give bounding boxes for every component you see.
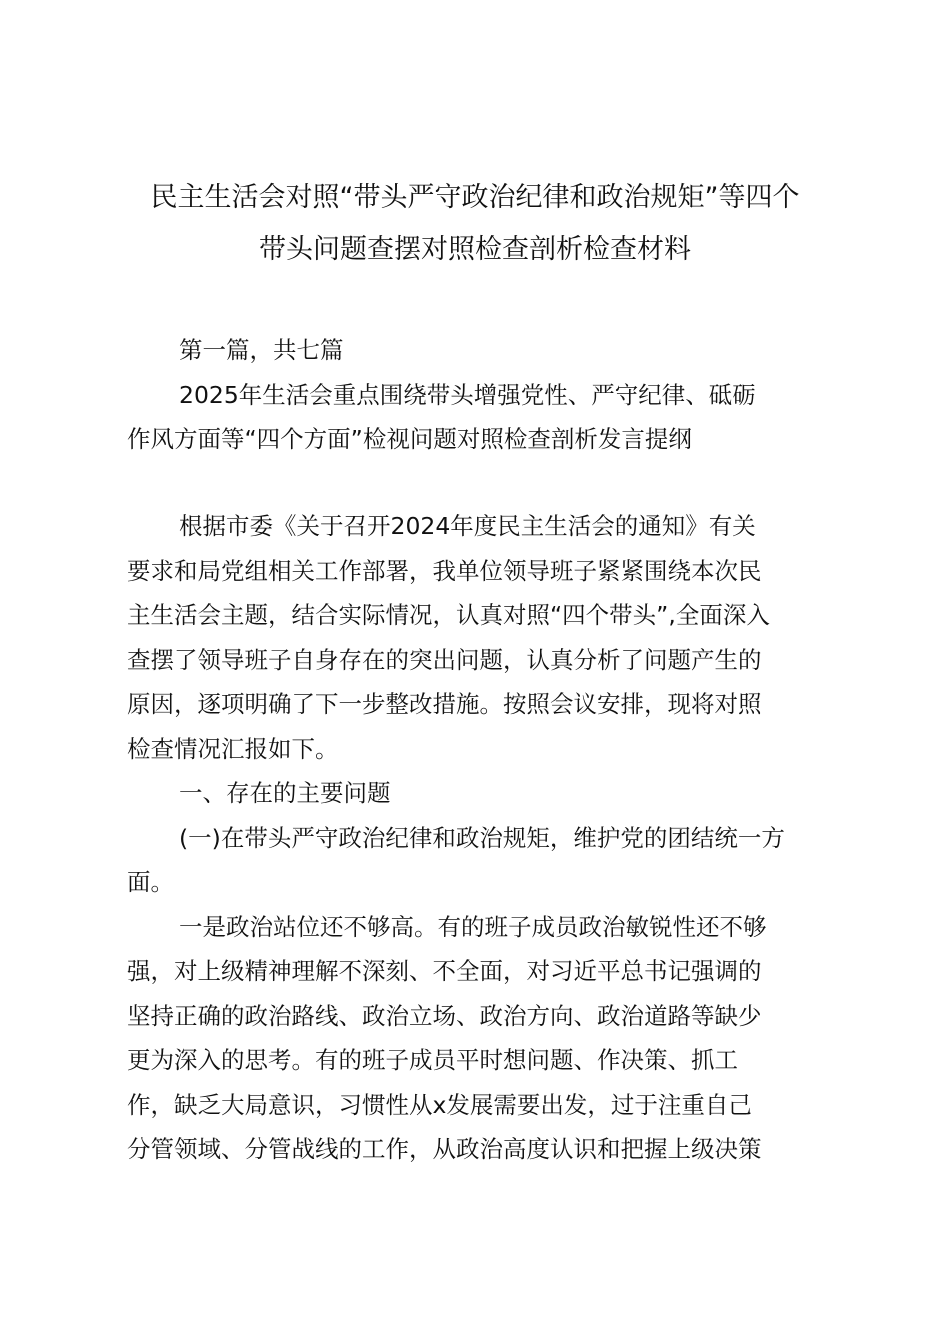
text-line: 坚持正确的政治路线、政治立场、政治方向、政治道路等缺少 [127, 1001, 762, 1030]
subsection-heading [127, 816, 827, 905]
document-meta [127, 328, 827, 462]
text-line: 查摆了领导班子自身存在的突出问题，认真分析了问题产生的 [127, 645, 762, 674]
meta-line-3: 作风方面等“四个方面”检视问题对照检查剖析发言提纲 [127, 425, 692, 453]
paragraph-point-one [127, 905, 827, 1172]
text-line: 强，对上级精神理解不深刻、不全面，对习近平总书记强调的 [127, 957, 762, 985]
section-heading [127, 771, 827, 816]
text-line: 原因，逐项明确了下一步整改措施。按照会议安排，现将对照 [127, 690, 762, 718]
paragraph-intro [127, 504, 827, 771]
document-body [127, 504, 827, 1172]
meta-line-1: 第一篇，共七篇 [179, 336, 344, 364]
text-line: 作，缺乏大局意识，习惯性从x发展需要出发，过于注重自己 [127, 1090, 752, 1119]
text-line: 检查情况汇报如下。 [127, 734, 339, 763]
document-title [110, 172, 840, 276]
title-line-1: 民主生活会对照“带头严守政治纪律和政治规矩”等四个 [150, 182, 800, 213]
text-line: 主生活会主题，结合实际情况，认真对照“四个带头”,全面深入 [127, 601, 770, 629]
text-line: 分管领域、分管战线的工作，从政治高度认识和把握上级决策 [127, 1135, 762, 1163]
title-line-2: 带头问题查摆对照检查剖析检查材料 [259, 234, 691, 265]
text-line: 根据市委《关于召开2024年度民主生活会的通知》有关 [179, 512, 756, 540]
text-line: 要求和局党组相关工作部署，我单位领导班子紧紧围绕本次民 [127, 556, 762, 585]
text-line: 一是政治站位还不够高。有的班子成员政治敏锐性还不够 [179, 912, 767, 941]
text-line: 一、存在的主要问题 [179, 779, 391, 807]
text-line: 更为深入的思考。有的班子成员平时想问题、作决策、抓工 [127, 1046, 738, 1074]
meta-line-2: 2025年生活会重点围绕带头增强党性、严守纪律、砥砺 [179, 380, 756, 409]
text-line: 面。 [127, 868, 174, 896]
text-line: (一)在带头严守政治纪律和政治规矩，维护党的团结统一方 [179, 823, 785, 852]
